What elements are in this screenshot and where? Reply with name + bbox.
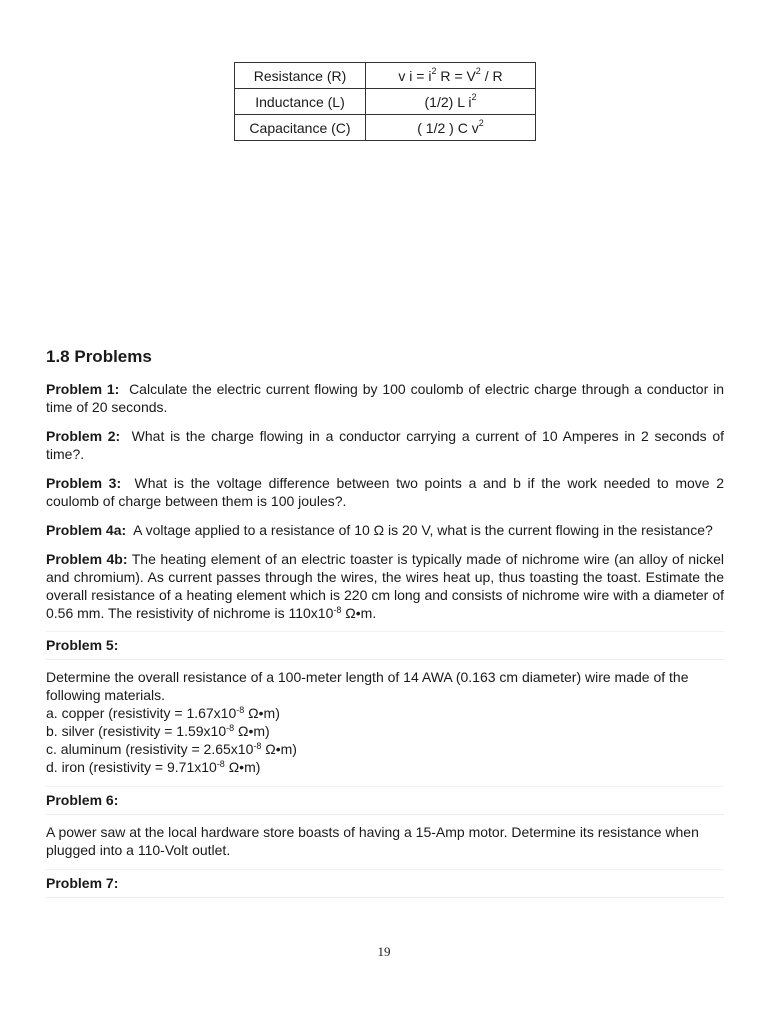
unit: Ω•m) — [224, 759, 261, 775]
problem-5-header: Problem 5: — [46, 631, 724, 660]
problem-label: Problem 3: — [46, 475, 122, 491]
problem-label: Problem 1: — [46, 381, 120, 397]
unit: Ω•m) — [244, 705, 280, 721]
material-text: b. silver (resistivity = 1.59x10 — [46, 723, 227, 739]
problem-label: Problem 4b: — [46, 551, 128, 567]
problem-label: Problem 2: — [46, 428, 121, 444]
problem-text: What is the charge flowing in a conductor carrying a current of 10 Amperes in 2 seconds of time?. — [46, 428, 725, 462]
problem-7-header: Problem 7: — [46, 869, 724, 898]
formula-cell: ( 1/2 ) C $v^2$ — [366, 115, 536, 141]
problem-6-body — [46, 823, 724, 859]
problem-5-body — [46, 668, 724, 776]
energy-table — [234, 62, 536, 141]
exponent: -8 — [333, 605, 342, 615]
list-item — [46, 758, 724, 776]
list-item — [46, 722, 724, 740]
problem-3 — [46, 474, 724, 510]
problem-text: The heating element of an electric toaster is typically made of nichrome wire (an alloy of nickel and chromium). As current passes through the wires, the wires heat up, thus toasting the toast. Estimate the overall resistance of a heating element which is 220 cm long and consists of nichrome wire with a diameter of 0.56 mm. The resistivity of nichrome is 110x10 — [46, 551, 724, 621]
problem-4b — [46, 550, 724, 622]
table-row — [235, 89, 536, 115]
problem-text: A power saw at the local hardware store boasts of having a 15-Amp motor. Determine its resistance when plugged into a 110-Volt outlet. — [46, 824, 699, 858]
unit: Ω•m) — [261, 741, 297, 757]
unit: Ω•m. — [341, 605, 377, 621]
problem-text: A voltage applied to a resistance of 10 Ω is 20 V, what is the current flowing in the resistance? — [133, 522, 713, 538]
table-row — [235, 115, 536, 141]
problem-text: What is the voltage difference between two points a and b if the work needed to move 2 coulomb of charge between them is 100 joules?. — [46, 475, 725, 509]
problems-section — [46, 346, 724, 898]
unit: Ω•m) — [234, 723, 270, 739]
problem-text: Determine the overall resistance of a 100-meter length of 14 AWA (0.163 cm diameter) wire made of the following materials. — [46, 669, 689, 703]
element-cell: Resistance (R) — [235, 63, 366, 89]
formula-cell: v $i = i^2$ $R = V^2 / R$ — [366, 63, 536, 89]
section-heading: 1.8 Problems — [46, 347, 152, 366]
formula-cell: (1/2) L $i^2$ — [366, 89, 536, 115]
problem-4a — [46, 521, 724, 539]
problem-6-header: Problem 6: — [46, 786, 724, 815]
material-text: c. aluminum (resistivity = 2.65x10 — [46, 741, 254, 757]
problem-2 — [46, 427, 724, 463]
exponent: -8 — [216, 759, 225, 769]
problem-label: Problem 4a: — [46, 522, 127, 538]
exponent: -8 — [226, 723, 235, 733]
exponent: -8 — [253, 741, 262, 751]
problem-1 — [46, 380, 724, 416]
table-row — [235, 63, 536, 89]
element-cell: Capacitance (C) — [235, 115, 366, 141]
exponent: -8 — [236, 705, 245, 715]
materials-list — [46, 704, 724, 776]
list-item — [46, 704, 724, 722]
problem-text: Calculate the electric current flowing by 100 coulomb of electric charge through a conductor in time of 20 seconds. — [46, 381, 724, 415]
page-number: 19 — [377, 944, 391, 959]
material-text: a. copper (resistivity = 1.67x10 — [46, 705, 237, 721]
material-text: d. iron (resistivity = 9.71x10 — [46, 759, 217, 775]
element-cell: Inductance (L) — [235, 89, 366, 115]
list-item — [46, 740, 724, 758]
